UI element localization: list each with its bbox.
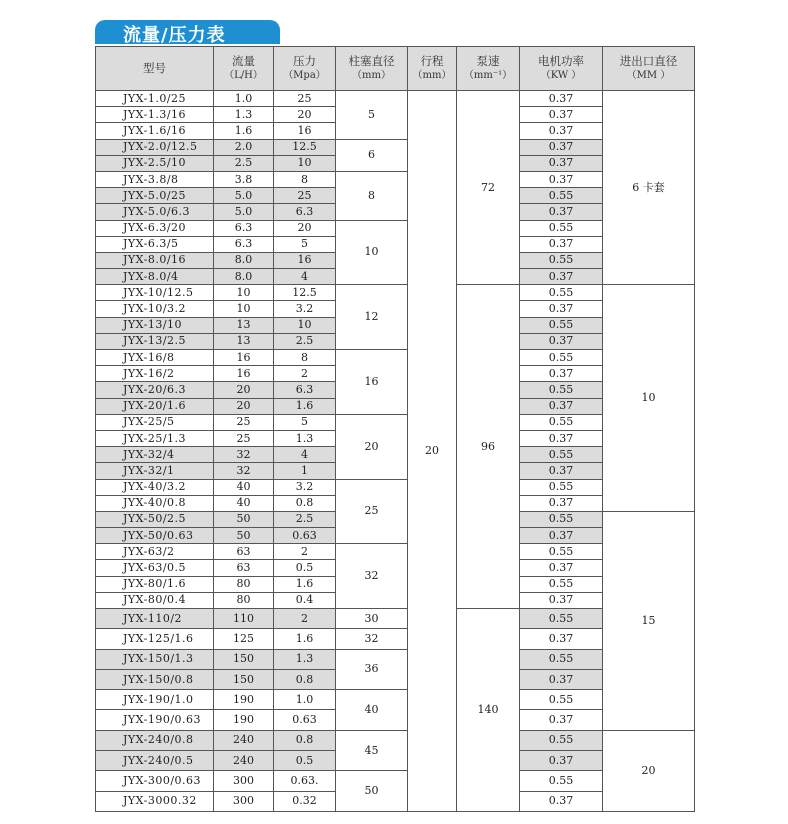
motor-power-cell: 0.55 [520, 382, 603, 398]
motor-power-cell: 0.37 [520, 366, 603, 382]
pressure-cell: 8 [274, 171, 336, 187]
pressure-cell: 12.5 [274, 285, 336, 301]
pressure-cell: 6.3 [274, 204, 336, 220]
pressure-cell: 20 [274, 220, 336, 236]
model-cell: JYX-50/2.5 [96, 511, 214, 527]
flow-cell: 110 [214, 609, 274, 629]
model-cell: JYX-6.3/20 [96, 220, 214, 236]
motor-power-cell: 0.37 [520, 204, 603, 220]
plunger-diameter-cell: 6 [336, 139, 408, 171]
pressure-cell: 1.3 [274, 649, 336, 669]
pressure-cell: 0.5 [274, 751, 336, 771]
flow-cell: 25 [214, 414, 274, 430]
flow-cell: 50 [214, 528, 274, 544]
flow-cell: 3.8 [214, 171, 274, 187]
flow-cell: 40 [214, 479, 274, 495]
pressure-cell: 0.32 [274, 791, 336, 811]
pressure-cell: 2 [274, 544, 336, 560]
motor-power-cell: 0.55 [520, 220, 603, 236]
plunger-diameter-cell: 8 [336, 171, 408, 220]
motor-power-cell: 0.37 [520, 629, 603, 649]
flow-cell: 300 [214, 791, 274, 811]
pressure-cell: 6.3 [274, 382, 336, 398]
model-cell: JYX-2.0/12.5 [96, 139, 214, 155]
flow-cell: 20 [214, 382, 274, 398]
flow-cell: 6.3 [214, 220, 274, 236]
port-diameter-cell: 15 [603, 511, 695, 730]
stroke-cell: 20 [408, 91, 457, 812]
motor-power-cell: 0.37 [520, 791, 603, 811]
pressure-cell: 3.2 [274, 479, 336, 495]
pressure-cell: 0.8 [274, 730, 336, 750]
plunger-diameter-cell: 12 [336, 285, 408, 350]
plunger-diameter-cell: 32 [336, 544, 408, 609]
model-cell: JYX-20/6.3 [96, 382, 214, 398]
flow-cell: 50 [214, 511, 274, 527]
model-cell: JYX-300/0.63 [96, 771, 214, 791]
model-cell: JYX-16/2 [96, 366, 214, 382]
model-cell: JYX-40/3.2 [96, 479, 214, 495]
plunger-diameter-cell: 40 [336, 690, 408, 731]
motor-power-cell: 0.55 [520, 544, 603, 560]
pressure-cell: 1.0 [274, 690, 336, 710]
model-cell: JYX-40/0.8 [96, 495, 214, 511]
pressure-cell: 1.3 [274, 430, 336, 446]
flow-cell: 13 [214, 317, 274, 333]
header-pressure: 压力 （Mpa） [274, 47, 336, 91]
pressure-cell: 4 [274, 447, 336, 463]
header-stroke: 行程 （mm） [408, 47, 457, 91]
model-cell: JYX-240/0.8 [96, 730, 214, 750]
motor-power-cell: 0.55 [520, 285, 603, 301]
flow-cell: 2.0 [214, 139, 274, 155]
flow-cell: 10 [214, 301, 274, 317]
motor-power-cell: 0.55 [520, 317, 603, 333]
flow-cell: 80 [214, 576, 274, 592]
motor-power-cell: 0.55 [520, 350, 603, 366]
model-cell: JYX-10/12.5 [96, 285, 214, 301]
model-cell: JYX-3000.32 [96, 791, 214, 811]
flow-cell: 16 [214, 366, 274, 382]
model-cell: JYX-2.5/10 [96, 155, 214, 171]
model-cell: JYX-20/1.6 [96, 398, 214, 414]
motor-power-cell: 0.55 [520, 771, 603, 791]
pressure-cell: 1.6 [274, 576, 336, 592]
pressure-cell: 2 [274, 609, 336, 629]
model-cell: JYX-110/2 [96, 609, 214, 629]
model-cell: JYX-8.0/4 [96, 269, 214, 285]
port-diameter-cell: 20 [603, 730, 695, 811]
section-title: 流量/压力表 [123, 25, 226, 46]
pressure-cell: 0.63 [274, 528, 336, 544]
motor-power-cell: 0.37 [520, 333, 603, 349]
model-cell: JYX-240/0.5 [96, 751, 214, 771]
motor-power-cell: 0.37 [520, 495, 603, 511]
pressure-cell: 12.5 [274, 139, 336, 155]
flow-pressure-table [95, 46, 695, 812]
pump-speed-cell: 72 [457, 91, 520, 285]
plunger-diameter-cell: 25 [336, 479, 408, 544]
header-port-diameter: 进出口直径 （MM ） [603, 47, 695, 91]
motor-power-cell: 0.55 [520, 447, 603, 463]
flow-cell: 1.3 [214, 107, 274, 123]
section-title-tab [95, 20, 280, 44]
motor-power-cell: 0.37 [520, 528, 603, 544]
pressure-cell: 0.4 [274, 592, 336, 608]
flow-cell: 6.3 [214, 236, 274, 252]
flow-cell: 63 [214, 544, 274, 560]
table-header-row [96, 47, 695, 91]
pressure-cell: 10 [274, 155, 336, 171]
model-cell: JYX-5.0/25 [96, 188, 214, 204]
pressure-cell: 2.5 [274, 333, 336, 349]
motor-power-cell: 0.55 [520, 730, 603, 750]
model-cell: JYX-63/0.5 [96, 560, 214, 576]
model-cell: JYX-190/1.0 [96, 690, 214, 710]
pressure-cell: 4 [274, 269, 336, 285]
motor-power-cell: 0.37 [520, 669, 603, 689]
model-cell: JYX-125/1.6 [96, 629, 214, 649]
motor-power-cell: 0.37 [520, 236, 603, 252]
header-motor-power: 电机功率 （KW ） [520, 47, 603, 91]
pressure-cell: 0.8 [274, 495, 336, 511]
flow-cell: 8.0 [214, 252, 274, 268]
motor-power-cell: 0.55 [520, 252, 603, 268]
flow-cell: 32 [214, 447, 274, 463]
model-cell: JYX-13/10 [96, 317, 214, 333]
pressure-cell: 0.63. [274, 771, 336, 791]
model-cell: JYX-10/3.2 [96, 301, 214, 317]
motor-power-cell: 0.55 [520, 576, 603, 592]
model-cell: JYX-6.3/5 [96, 236, 214, 252]
pump-speed-cell: 140 [457, 609, 520, 812]
pressure-cell: 0.63 [274, 710, 336, 730]
motor-power-cell: 0.37 [520, 398, 603, 414]
motor-power-cell: 0.55 [520, 188, 603, 204]
pressure-cell: 25 [274, 91, 336, 107]
model-cell: JYX-13/2.5 [96, 333, 214, 349]
flow-cell: 190 [214, 710, 274, 730]
plunger-diameter-cell: 50 [336, 771, 408, 812]
flow-cell: 40 [214, 495, 274, 511]
flow-cell: 5.0 [214, 204, 274, 220]
pressure-cell: 5 [274, 236, 336, 252]
flow-cell: 150 [214, 649, 274, 669]
model-cell: JYX-63/2 [96, 544, 214, 560]
motor-power-cell: 0.37 [520, 301, 603, 317]
motor-power-cell: 0.37 [520, 91, 603, 107]
header-pump-speed: 泵速 （mm⁻¹） [457, 47, 520, 91]
flow-cell: 8.0 [214, 269, 274, 285]
motor-power-cell: 0.37 [520, 155, 603, 171]
pressure-cell: 16 [274, 123, 336, 139]
plunger-diameter-cell: 20 [336, 414, 408, 479]
model-cell: JYX-1.0/25 [96, 91, 214, 107]
pressure-cell: 3.2 [274, 301, 336, 317]
motor-power-cell: 0.55 [520, 649, 603, 669]
motor-power-cell: 0.37 [520, 139, 603, 155]
header-flow: 流量 （L/H） [214, 47, 274, 91]
pressure-cell: 20 [274, 107, 336, 123]
model-cell: JYX-80/1.6 [96, 576, 214, 592]
plunger-diameter-cell: 30 [336, 609, 408, 629]
pressure-cell: 2 [274, 366, 336, 382]
motor-power-cell: 0.37 [520, 463, 603, 479]
model-cell: JYX-25/5 [96, 414, 214, 430]
flow-cell: 5.0 [214, 188, 274, 204]
flow-cell: 25 [214, 430, 274, 446]
pressure-cell: 5 [274, 414, 336, 430]
model-cell: JYX-80/0.4 [96, 592, 214, 608]
table-row [96, 91, 695, 107]
flow-cell: 240 [214, 730, 274, 750]
plunger-diameter-cell: 32 [336, 629, 408, 649]
model-cell: JYX-5.0/6.3 [96, 204, 214, 220]
plunger-diameter-cell: 16 [336, 350, 408, 415]
motor-power-cell: 0.37 [520, 123, 603, 139]
model-cell: JYX-32/1 [96, 463, 214, 479]
pressure-cell: 2.5 [274, 511, 336, 527]
motor-power-cell: 0.37 [520, 171, 603, 187]
flow-cell: 80 [214, 592, 274, 608]
model-cell: JYX-190/0.63 [96, 710, 214, 730]
motor-power-cell: 0.37 [520, 269, 603, 285]
flow-cell: 2.5 [214, 155, 274, 171]
flow-cell: 125 [214, 629, 274, 649]
flow-cell: 10 [214, 285, 274, 301]
flow-cell: 16 [214, 350, 274, 366]
flow-cell: 190 [214, 690, 274, 710]
model-cell: JYX-16/8 [96, 350, 214, 366]
model-cell: JYX-8.0/16 [96, 252, 214, 268]
motor-power-cell: 0.55 [520, 414, 603, 430]
flow-cell: 20 [214, 398, 274, 414]
model-cell: JYX-50/0.63 [96, 528, 214, 544]
flow-cell: 150 [214, 669, 274, 689]
motor-power-cell: 0.37 [520, 751, 603, 771]
pressure-cell: 8 [274, 350, 336, 366]
pressure-cell: 1.6 [274, 629, 336, 649]
plunger-diameter-cell: 10 [336, 220, 408, 285]
pump-speed-cell: 96 [457, 285, 520, 609]
table-body [96, 91, 695, 812]
motor-power-cell: 0.55 [520, 511, 603, 527]
model-cell: JYX-1.3/16 [96, 107, 214, 123]
motor-power-cell: 0.37 [520, 560, 603, 576]
flow-cell: 32 [214, 463, 274, 479]
motor-power-cell: 0.55 [520, 690, 603, 710]
pressure-cell: 0.8 [274, 669, 336, 689]
flow-cell: 1.0 [214, 91, 274, 107]
model-cell: JYX-32/4 [96, 447, 214, 463]
model-cell: JYX-25/1.3 [96, 430, 214, 446]
plunger-diameter-cell: 45 [336, 730, 408, 771]
port-diameter-cell: 6 卡套 [603, 91, 695, 285]
pressure-cell: 16 [274, 252, 336, 268]
pressure-cell: 25 [274, 188, 336, 204]
motor-power-cell: 0.37 [520, 430, 603, 446]
table-row [96, 730, 695, 750]
motor-power-cell: 0.55 [520, 609, 603, 629]
pressure-cell: 10 [274, 317, 336, 333]
model-cell: JYX-150/1.3 [96, 649, 214, 669]
plunger-diameter-cell: 5 [336, 91, 408, 140]
motor-power-cell: 0.37 [520, 107, 603, 123]
flow-cell: 240 [214, 751, 274, 771]
port-diameter-cell: 10 [603, 285, 695, 512]
table-row [96, 285, 695, 301]
model-cell: JYX-3.8/8 [96, 171, 214, 187]
header-plunger-diameter: 柱塞直径 （mm） [336, 47, 408, 91]
pressure-cell: 1.6 [274, 398, 336, 414]
motor-power-cell: 0.37 [520, 710, 603, 730]
header-model: 型号 [96, 47, 214, 91]
flow-cell: 13 [214, 333, 274, 349]
flow-cell: 1.6 [214, 123, 274, 139]
model-cell: JYX-150/0.8 [96, 669, 214, 689]
flow-cell: 63 [214, 560, 274, 576]
flow-cell: 300 [214, 771, 274, 791]
pressure-cell: 1 [274, 463, 336, 479]
model-cell: JYX-1.6/16 [96, 123, 214, 139]
motor-power-cell: 0.55 [520, 479, 603, 495]
motor-power-cell: 0.37 [520, 592, 603, 608]
plunger-diameter-cell: 36 [336, 649, 408, 690]
pressure-cell: 0.5 [274, 560, 336, 576]
